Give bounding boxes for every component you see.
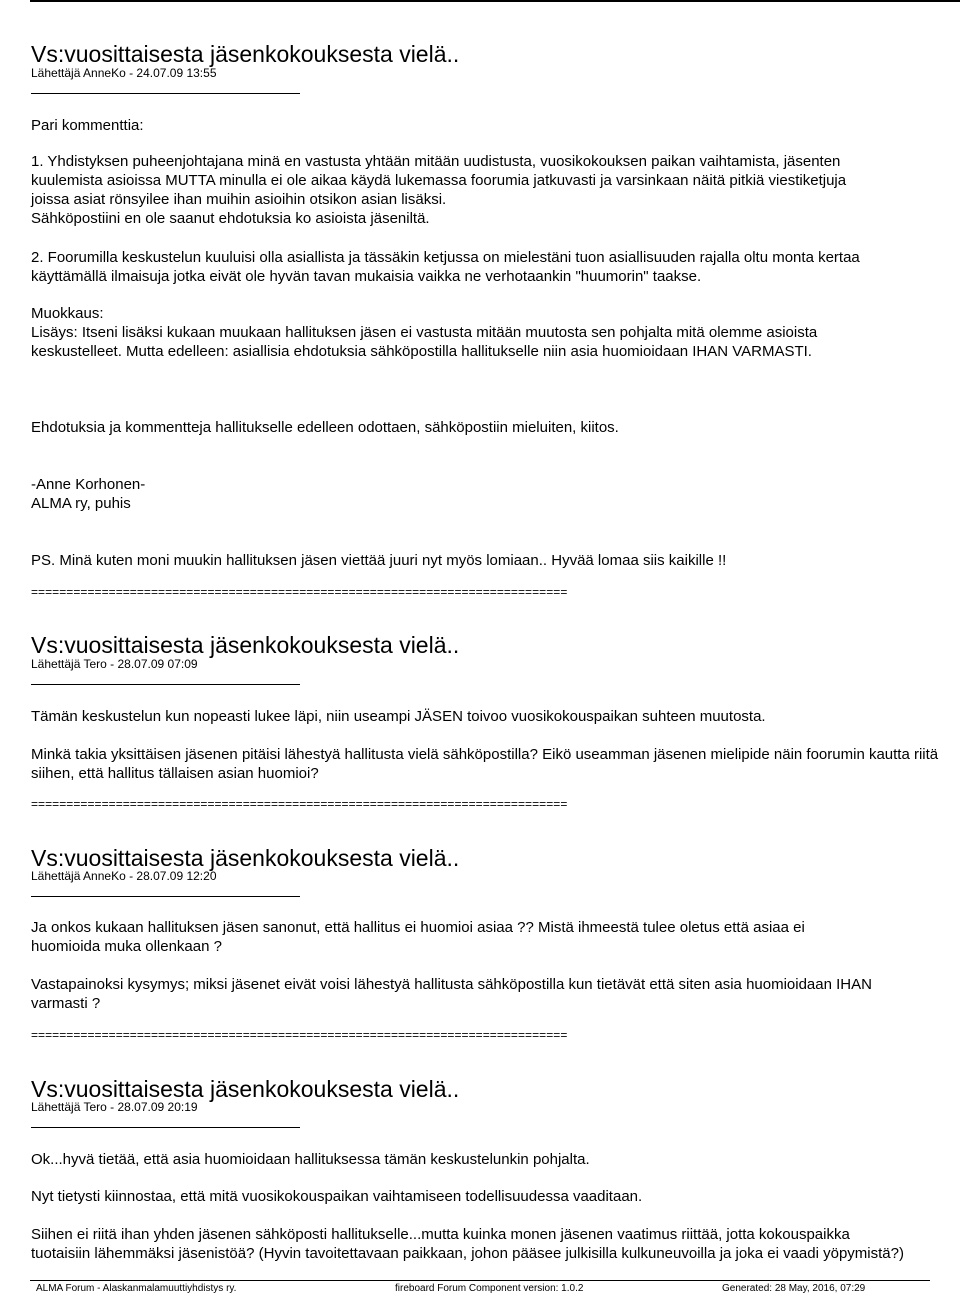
post-meta: Lähettäjä Tero - 28.07.09 07:09	[31, 657, 198, 671]
signature-name: -Anne Korhonen-	[31, 476, 146, 493]
post-text: Vastapainoksi kysymys; miksi jäsenet eivät voisi lähestyä hallitusta sähköpostilla kun tietävät että siten asia huomioidaan IHAN	[31, 976, 872, 993]
post-text: Ok...hyvä tietää, että asia huomioidaan hallituksessa tämän keskustelunkin pohjalta.	[31, 1151, 590, 1168]
post-text: huomioida muka ollenkaan ?	[31, 938, 222, 955]
post-divider: ============================================================================	[31, 585, 568, 599]
post-text: kuulemista asioissa MUTTA minulla ei ole aikaa käydä lukemassa foorumia jatkuvasti ja varsinkaan näitä pitkiä viestiketjuja	[31, 172, 847, 189]
post-text: Ja onkos kukaan hallituksen jäsen sanonut, että hallitus ei huomioi asiaa ?? Mistä ihmeestä tulee oletus että asiaa ei	[31, 919, 805, 936]
post-separator	[31, 684, 300, 685]
post-separator	[31, 896, 300, 897]
post-text: PS. Minä kuten moni muukin hallituksen jäsen viettää juuri nyt myös lomiaan.. Hyvää lomaa siis kaikille !!	[31, 552, 727, 569]
footer-generated: Generated: 28 May, 2016, 07:29	[722, 1283, 866, 1294]
post-text: Ehdotuksia ja kommentteja hallitukselle edelleen odottaen, sähköpostiin mieluiten, kiitos.	[31, 419, 619, 436]
post-title: Vs:vuosittaisesta jäsenkokouksesta vielä..	[31, 1076, 460, 1102]
top-border	[30, 0, 960, 2]
post-text: tuotaisiin lähemmäksi jäsenistöä? (Hyvin tavoitettavaan paikkaan, johon pääsee julkisilla kulkuneuvoilla ja joka ei vaadi yöpymistä?)	[31, 1245, 904, 1262]
post-meta: Lähettäjä AnneKo - 24.07.09 13:55	[31, 66, 217, 80]
post-text: joissa asiat rönsyilee ihan muihin asioihin otsikon asian lisäksi.	[31, 191, 447, 208]
post-title: Vs:vuosittaisesta jäsenkokouksesta vielä..	[31, 632, 460, 658]
post-text: Lisäys: Itseni lisäksi kukaan muukaan hallituksen jäsen ei vastusta mitään muutosta sen pohjalta mitä olemme asioista	[31, 324, 818, 341]
post-title: Vs:vuosittaisesta jäsenkokouksesta vielä..	[31, 41, 460, 67]
footer-rule	[30, 1280, 930, 1281]
post-text: 2. Foorumilla keskustelun kuuluisi olla asiallista ja tässäkin ketjussa on mielestäni tuon asiallisuuden rajalla oltu monta kertaa	[31, 249, 860, 266]
post-divider: ============================================================================	[31, 797, 568, 811]
post-text: Siihen ei riitä ihan yhden jäsenen sähköposti hallitukselle...mutta kuinka monen jäsenen vaatimus riittää, jotta kokouspaikka	[31, 1226, 850, 1243]
post-text: Nyt tietysti kiinnostaa, että mitä vuosikokouspaikan vaihtamiseen todellisuudessa vaaditaan.	[31, 1188, 643, 1205]
signature-org: ALMA ry, puhis	[31, 495, 131, 512]
post-text: keskustelleet. Mutta edelleen: asiallisia ehdotuksia sähköpostilla hallitukselle niin asia huomioidaan IHAN VARMASTI.	[31, 343, 812, 360]
post-divider: ============================================================================	[31, 1028, 568, 1042]
footer-version: fireboard Forum Component version: 1.0.2	[395, 1283, 584, 1294]
post-text: Muokkaus:	[31, 305, 104, 322]
post-text: Minkä takia yksittäisen jäsenen pitäisi lähestyä hallitusta vielä sähköpostilla? Eikö useamman jäsenen mielipide näin foorumin kautta riitä	[31, 746, 939, 763]
post-text: 1. Yhdistyksen puheenjohtajana minä en vastusta yhtään mitään uudistusta, vuosikokouksen paikan vaihtamista, jäsenten	[31, 153, 841, 170]
post-text: käyttämällä ilmaisuja jotka eivät ole hyvän tavan mukaisia vaikka ne verhotaankin "huumorin" taakse.	[31, 268, 702, 285]
post-separator	[31, 93, 300, 94]
post-meta: Lähettäjä AnneKo - 28.07.09 12:20	[31, 869, 217, 883]
post-separator	[31, 1127, 300, 1128]
post-text: Tämän keskustelun kun nopeasti lukee läpi, niin useampi JÄSEN toivoo vuosikokouspaikan suhteen muutosta.	[31, 708, 766, 725]
post-meta: Lähettäjä Tero - 28.07.09 20:19	[31, 1100, 198, 1114]
post-text: varmasti ?	[31, 995, 101, 1012]
post-title: Vs:vuosittaisesta jäsenkokouksesta vielä..	[31, 845, 460, 871]
footer-site: ALMA Forum - Alaskanmalamuuttiyhdistys ry.	[36, 1283, 237, 1294]
post-text: Pari kommenttia:	[31, 117, 144, 134]
post-text: Sähköpostiini en ole saanut ehdotuksia ko asioista jäseniltä.	[31, 210, 430, 227]
post-text: siihen, että hallitus tällaisen asian huomioi?	[31, 765, 319, 782]
